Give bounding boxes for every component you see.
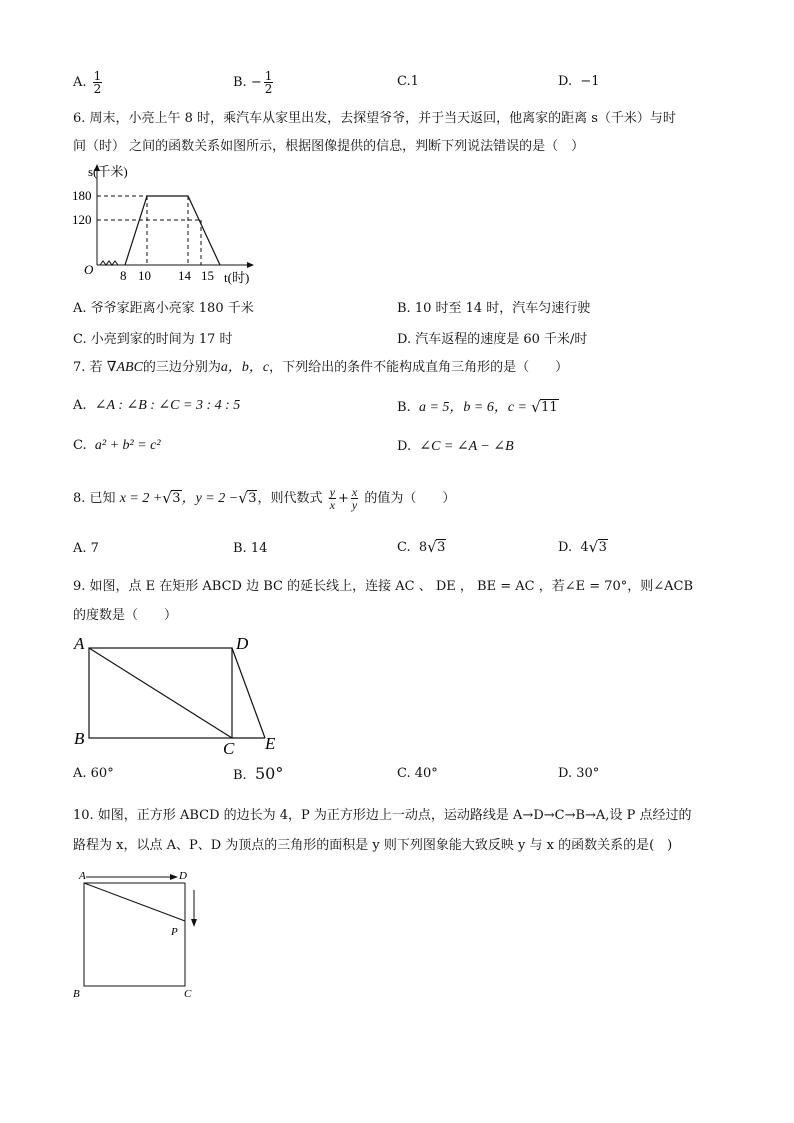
denominator: 2: [93, 82, 102, 96]
axis-break-icon: [100, 261, 118, 265]
distance-graph-line: [125, 196, 220, 265]
q10-square-figure: [70, 866, 210, 1001]
q8-suffix: 的值为（ ）: [364, 491, 456, 506]
y-tick-180: 180: [72, 188, 92, 203]
x-tick-14: 14: [178, 268, 191, 283]
q9-option-b[interactable]: [233, 764, 283, 783]
point-d-label: D: [179, 870, 187, 882]
option-value: ∠C = ∠A − ∠B: [419, 439, 514, 454]
option-value: −1: [580, 74, 600, 89]
q6-option-a[interactable]: A. 爷爷家距离小亮家 180 千米: [73, 301, 254, 316]
point-a-label: A: [79, 870, 86, 882]
sqrt-icon: √ 3: [162, 489, 181, 507]
q8-x-expr: x = 2 +: [119, 491, 163, 506]
x-axis-label: t(时): [224, 270, 250, 285]
numerator: 1: [93, 69, 102, 83]
q9-stem-line2: 的度数是（ ）: [73, 608, 178, 623]
q10-stem-line2: 路程为 x，以点 A、P、D 为顶点的三角形的面积是 y 则下列图象能大致反映 y 与 x 的函数关系的是( ): [73, 838, 673, 853]
q7-mid: 的三边分别为: [142, 360, 221, 375]
arrow-right-icon: [170, 874, 178, 880]
arrow-down-icon: [191, 919, 197, 927]
radicand: 11: [541, 400, 558, 415]
q7-option-c[interactable]: [73, 438, 161, 454]
sqrt-icon: √ 3: [238, 489, 257, 507]
segment-ap: [84, 883, 185, 921]
option-letter: C.: [397, 74, 411, 89]
q9-option-a[interactable]: A. 60°: [73, 766, 114, 781]
numerator: x: [351, 485, 358, 499]
q9-option-d[interactable]: D. 30°: [558, 766, 600, 781]
option-letter: A.: [73, 75, 87, 90]
option-value: 1: [410, 74, 419, 89]
fraction-y-over-x: [329, 486, 336, 511]
q8-option-b[interactable]: B. 14: [233, 541, 268, 556]
square-abcd: [84, 883, 185, 986]
q9-option-c[interactable]: C. 40°: [397, 766, 438, 781]
option-value: ∠A : ∠B : ∠C = 3 : 4 : 5: [94, 398, 241, 413]
diagonal-ac: [89, 648, 232, 738]
segment-de: [232, 648, 265, 738]
plus-sign: +: [337, 491, 349, 506]
radicand: 3: [248, 491, 257, 506]
q5-option-d[interactable]: [558, 74, 600, 89]
option-value: a = 5，b = 6，c =: [418, 400, 528, 415]
option-letter: D.: [558, 74, 573, 89]
q5-option-a[interactable]: [73, 70, 104, 95]
point-p-label: P: [171, 926, 178, 938]
option-letter: A.: [73, 398, 87, 413]
denominator: 2: [264, 82, 273, 96]
q5-option-b[interactable]: [233, 70, 275, 95]
origin-label: O: [84, 262, 94, 277]
x-tick-15: 15: [201, 268, 214, 283]
q7-option-b[interactable]: [397, 396, 559, 416]
point-b-label: B: [74, 729, 85, 748]
q8-option-a[interactable]: A. 7: [73, 541, 99, 556]
q9-stem-line1: 9. 如图，点 E 在矩形 ABCD 边 BC 的延长线上，连接 AC 、 DE ， BE = AC ，若∠E = 70°，则∠ACB: [73, 579, 694, 594]
q8-mid: ，则代数式: [257, 491, 323, 506]
q6-stem-line2: 间（时） 之间的函数关系如图所示，根据图像提供的信息，判断下列说法错误的是（ ）: [73, 139, 585, 154]
denominator: x: [329, 498, 335, 512]
q8-prefix: 8. 已知: [73, 491, 116, 506]
q6-option-c[interactable]: C. 小亮到家的时间为 17 时: [73, 332, 233, 347]
q7-option-a[interactable]: [73, 397, 240, 414]
fraction-x-over-y: [351, 486, 358, 511]
option-letter: B.: [233, 75, 247, 90]
x-tick-10: 10: [138, 268, 151, 283]
option-value: a² + b² = c²: [94, 438, 161, 453]
q6-stem-line1: 6. 周末，小亮上午 8 时，乘汽车从家里出发，去探望爷爷，并于当天返回，他离家的距离 s（千米）与时: [73, 111, 676, 126]
coefficient: 8: [418, 540, 428, 555]
option-letter: B.: [397, 400, 411, 415]
x-axis-arrow-icon: [247, 262, 254, 268]
option-value: 50°: [254, 764, 284, 783]
q7-prefix: 7. 若: [73, 360, 103, 375]
point-e-label: E: [265, 734, 276, 753]
fraction: [264, 70, 274, 95]
q6-distance-time-graph: [70, 160, 270, 290]
q8-option-d[interactable]: [558, 539, 608, 555]
q6-option-d[interactable]: D. 汽车返程的速度是 60 千米/时: [397, 332, 588, 347]
coefficient: 4: [580, 540, 589, 555]
option-letter: C.: [397, 540, 411, 555]
q7-stem: [73, 358, 568, 378]
q6-option-b[interactable]: B. 10 时至 14 时，汽车匀速行驶: [397, 301, 591, 316]
radicand: 3: [172, 491, 181, 506]
q5-option-c[interactable]: [397, 74, 419, 89]
x-tick-8: 8: [120, 268, 127, 283]
sqrt-icon: √ 3: [588, 538, 607, 556]
q7-suffix: ，下列给出的条件不能构成直角三角形的是（ ）: [269, 360, 569, 375]
point-b-label: B: [73, 988, 80, 1000]
q7-triangle: ∇ABC: [106, 360, 143, 375]
q8-stem: [73, 486, 455, 511]
y-tick-120: 120: [72, 212, 92, 227]
q7-option-d[interactable]: [397, 438, 514, 455]
option-letter: C.: [73, 438, 87, 453]
sqrt-icon: √ 11: [531, 398, 558, 416]
fraction: [93, 70, 103, 95]
radicand: 3: [598, 540, 607, 555]
point-d-label: D: [236, 634, 249, 653]
numerator: 1: [264, 69, 273, 83]
denominator: y: [351, 498, 358, 512]
numerator: y: [329, 485, 335, 499]
q9-rectangle-figure: [70, 630, 290, 758]
q10-stem-line1: 10. 如图，正方形 ABCD 的边长为 4，P 为正方形边上一动点，运动路线是 A→D→C→B→A,设 P 点经过的: [73, 808, 692, 823]
q8-y-expr: ，y = 2 −: [181, 491, 239, 506]
point-c-label: C: [223, 739, 235, 758]
point-a-label: A: [74, 634, 85, 653]
q7-sides: a，b，c: [220, 360, 270, 375]
point-c-label: C: [184, 988, 192, 1000]
radicand: 3: [437, 540, 446, 555]
option-letter: D.: [397, 439, 412, 454]
q8-option-c[interactable]: [397, 539, 446, 555]
option-letter: B.: [233, 768, 247, 783]
minus-sign: −: [250, 75, 262, 90]
y-axis-label: s(千米): [88, 164, 128, 179]
sqrt-icon: √ 3: [427, 538, 446, 556]
option-letter: D.: [558, 540, 573, 555]
